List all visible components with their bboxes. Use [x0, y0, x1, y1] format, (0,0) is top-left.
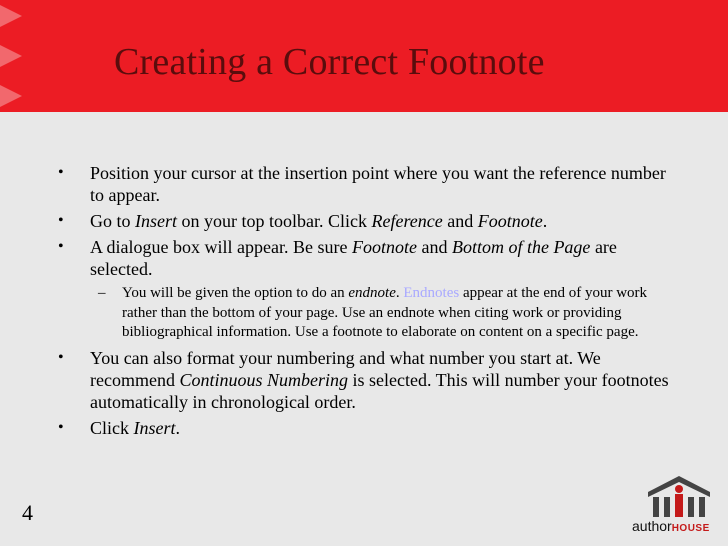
decorative-chevron [0, 74, 22, 112]
bullet-dot-icon: • [58, 238, 64, 255]
bullet-text: A dialogue box will appear. Be sure Footnote and Bottom of the Page are selected. [90, 237, 617, 279]
sub-bullet-item [98, 284, 670, 343]
dash-icon: – [98, 285, 106, 301]
bullet-item [58, 347, 670, 413]
bullet-text: Position your cursor at the insertion point where you want the reference number to appear. [90, 163, 666, 205]
bullet-dot-icon: • [58, 348, 64, 366]
decorative-chevron [0, 34, 22, 78]
slide-body [58, 162, 670, 443]
bullet-item [58, 417, 670, 439]
decorative-chevron [0, 0, 22, 38]
bullet-dot-icon: • [58, 212, 64, 229]
bullet-item [58, 236, 670, 280]
bullet-dot-icon: • [58, 418, 64, 436]
page-number: 4 [22, 500, 33, 525]
bullet-item [58, 210, 670, 232]
bullet-item [58, 162, 670, 206]
bullet-text: You can also format your numbering and what number you start at. We recommend Continuous Numbering is selected. This will number your footnotes automatically in chronological order. [90, 347, 669, 412]
slide-title: Creating a Correct Footnote [114, 41, 545, 83]
sub-bullet-text: You will be given the option to do an endnote. Endnotes appear at the end of your work rather than the bottom of your page. Use an endnote when citing work or providing bibliographical information. Use a footnote to elaborate on content on a specific page. [122, 285, 648, 340]
bullet-dot-icon: • [58, 164, 64, 181]
header-band [0, 0, 728, 112]
bullet-text: Click Insert. [90, 417, 180, 438]
bullet-text: Go to Insert on your top toolbar. Click Reference and Footnote. [90, 211, 548, 231]
logo-wordmark: authorHOUSE [632, 518, 710, 534]
endnotes-link[interactable]: Endnotes [403, 285, 460, 301]
